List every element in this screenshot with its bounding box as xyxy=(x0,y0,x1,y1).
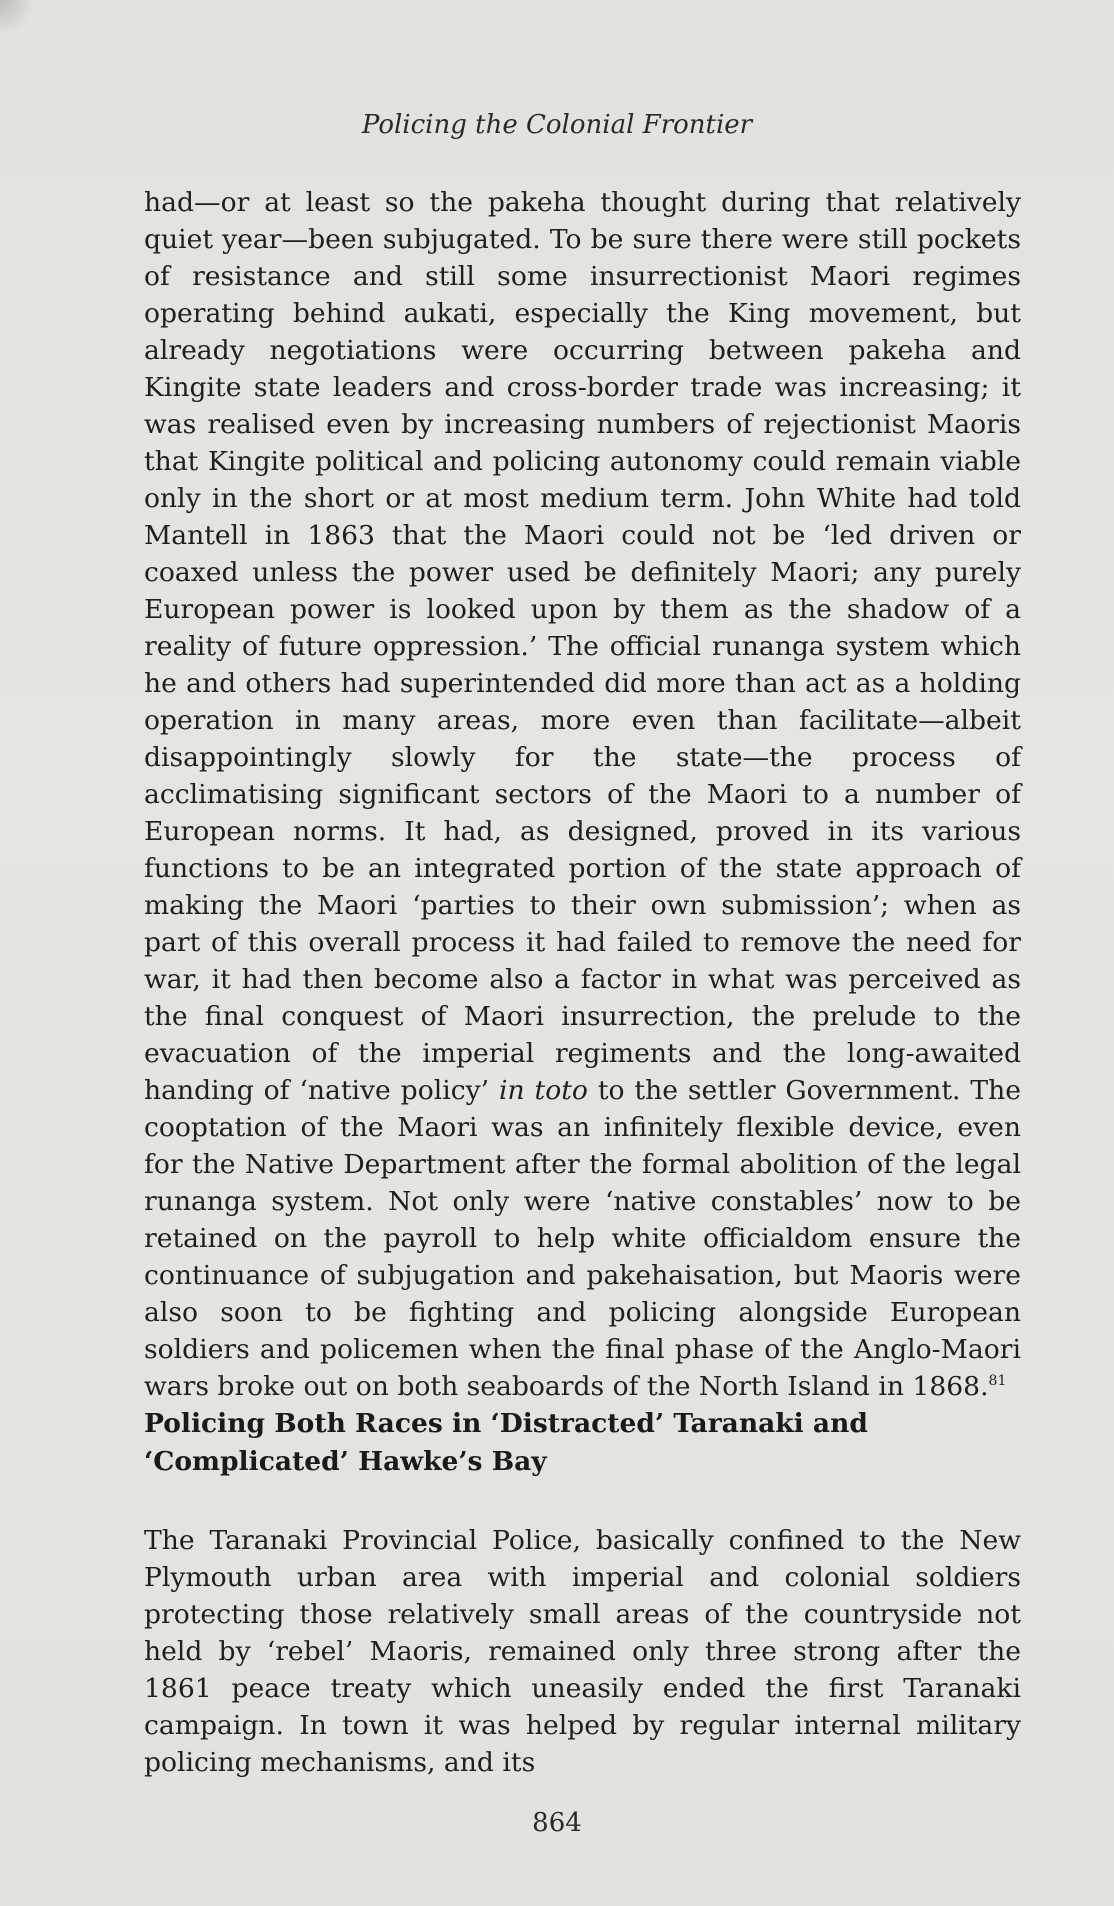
section-heading: Policing Both Races in ‘Distracted’ Taranaki and ‘Complicated’ Hawke’s Bay xyxy=(144,1408,868,1477)
corner-shadow xyxy=(0,0,40,30)
body-paragraph-1 xyxy=(144,184,1021,1405)
footnote-reference: 81 xyxy=(988,1373,1007,1390)
body-paragraph-2: The Taranaki Provincial Police, basically confined to the New Plymouth urban area with imperial and colonial soldiers protecting those relatively small areas of the countryside not held by ‘rebel’ Maoris, remained only three strong after the 1861 peace treaty which uneasily ended the first Taranaki campaign. In town it was helped by regular internal military policing mechanisms, and its xyxy=(144,1525,1021,1778)
paragraph-1-text: had—or at least so the pakeha thought during that relatively quiet year—been subjugated. To be sure there were still pockets of resistance and still some insurrectionist Maori regimes operating behind aukati, especially the King movement, but already negotiations were occurring between pakeha and Kingite state leaders and cross-border trade was increasing; it was realised even by increasing numbers of rejectionist Maoris that Kingite political and policing autonomy could remain viable only in the short or at most medium term. John White had told Mantell in 1863 that the Maori could not be ‘led driven or coaxed unless the power used be definitely Maori; any purely European power is looked upon by them as the shadow of a reality of future oppression.’ The official runanga system which he and others had superintended did more than act as a holding operation in many areas, more even than facilitate—albeit disappointingly slowly for the state—the process of acclimatising significant sectors of the Maori to a number of European norms. It had, as designed, proved in its various functions to be an integrated portion of the state approach of making the Maori ‘parties to their own submission’; when as part of this overall process it had failed to remove the need for war, it had then become also a factor in what was perceived as the final conquest of Maori insurrection, the prelude to the evacuation of the imperial regiments and the long-awaited handing of ‘native policy’ xyxy=(144,187,1021,1106)
running-head: Policing the Colonial Frontier xyxy=(361,110,753,140)
paragraph-1-italic: in toto xyxy=(499,1075,588,1106)
page-number: 864 xyxy=(532,1808,582,1838)
paragraph-1-continuation: to the settler Government. The cooptation of the Maori was an infinitely flexible device, even for the Native Department after the formal abolition of the legal runanga system. Not only were ‘native constables’ now to be retained on the payroll to help white officialdom ensure the continuance of subjugation and pakehaisation, but Maoris were also soon to be fighting and policing alongside European soldiers and policemen when the final phase of the Anglo-Maori wars broke out on both seaboards of the North Island in 1868. xyxy=(144,1075,1021,1402)
